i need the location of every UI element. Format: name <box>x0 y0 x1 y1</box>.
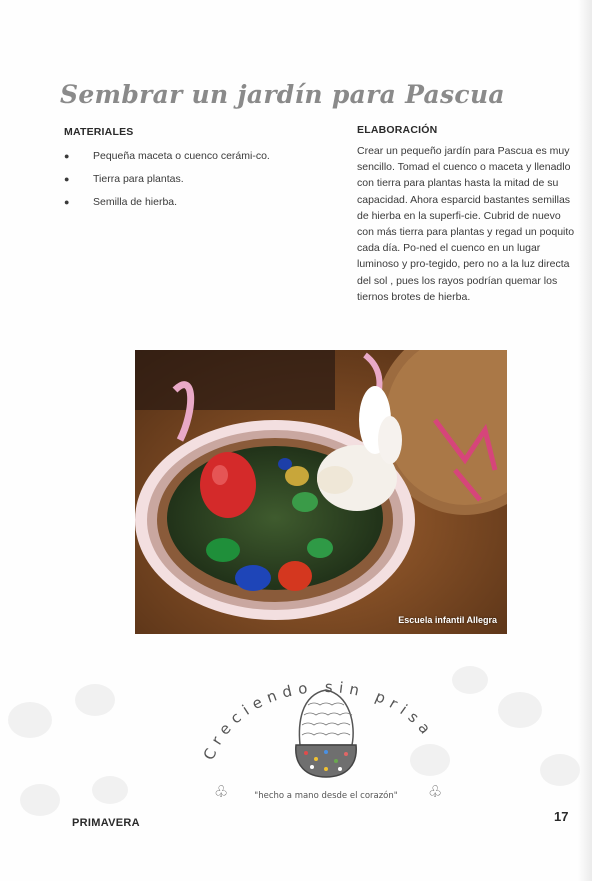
logo-tagline: "hecho a mano desde el corazón" <box>254 791 398 801</box>
bullet-icon: ● <box>64 151 70 161</box>
section-name: PRIMAVERA <box>72 817 140 829</box>
material-item-label: Pequeña maceta o cuenco cerámi-co. <box>93 150 270 162</box>
creciendo-sin-prisa-logo <box>150 655 450 815</box>
list-item <box>64 148 294 164</box>
photo-illustration <box>135 350 507 634</box>
leaf-icon: ♧ <box>428 782 443 801</box>
page-title: Sembrar un jardín para Pascua <box>60 80 505 109</box>
materials-heading: MATERIALES <box>64 126 134 138</box>
list-item <box>64 194 294 210</box>
materials-list <box>64 148 294 217</box>
easter-basket-photo <box>135 350 507 634</box>
logo-artwork <box>150 655 450 815</box>
material-item-label: Tierra para plantas. <box>93 173 184 185</box>
page-number: 17 <box>554 809 569 824</box>
elaboration-heading: ELABORACIÓN <box>357 124 438 136</box>
logo-text: Creciendo sin prisa <box>199 677 438 763</box>
bullet-icon: ● <box>64 197 70 207</box>
leaf-icon: ♧ <box>214 782 229 801</box>
bullet-icon: ● <box>64 174 70 184</box>
list-item <box>64 171 294 187</box>
material-item-label: Semilla de hierba. <box>93 196 178 208</box>
photo-caption: Escuela infantil Allegra <box>398 615 497 625</box>
elaboration-text: Crear un pequeño jardín para Pascua es muy sencillo. Tomad el cuenco o maceta y llenadlo con tierra para plantas hasta la mitad de su capacidad. Ahora esparcid bastantes semillas de hierba en la superfi-cie. Cubrid de nuevo con más tierra para plantas y regad un poquito cada día. Po-ned el cuenco en un lugar luminoso y pro-tegido, pero no a la luz directa del sol , pues los rayos podrían quemar los tiernos brotes de hierba. <box>357 145 575 303</box>
